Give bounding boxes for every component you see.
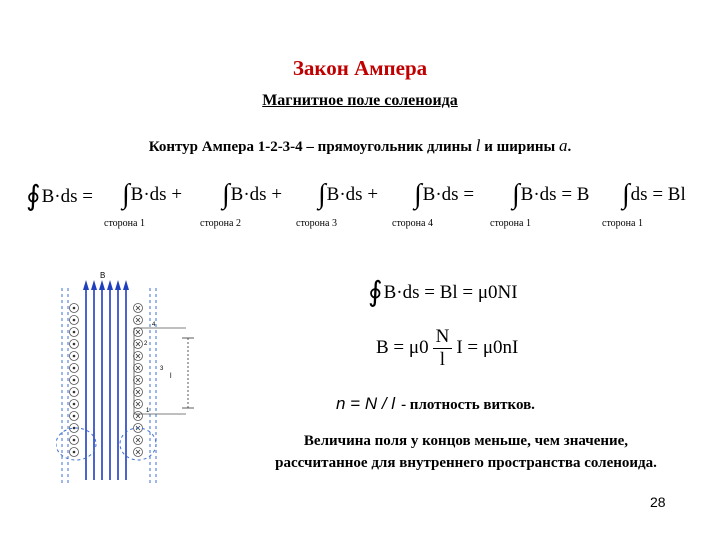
point-label-1: 1 bbox=[146, 408, 150, 414]
note-line-1: Величина поля у концов меньше, чем значение, bbox=[303, 433, 629, 449]
side-label-2: сторона 2 bbox=[200, 218, 241, 229]
side-label-3: сторона 3 bbox=[296, 218, 337, 229]
side-label-1: сторона 1 bbox=[104, 218, 145, 229]
eq-term-1: ∮B·ds = bbox=[26, 181, 93, 212]
contour-end: . bbox=[567, 139, 572, 155]
length-label: l bbox=[170, 373, 172, 380]
point-label-2: 2 bbox=[144, 341, 148, 347]
eq-term-5: ∫B·ds = bbox=[414, 179, 475, 210]
side-label-4: сторона 4 bbox=[392, 218, 433, 229]
eq-term-7: ∫ds = Bl bbox=[622, 179, 686, 210]
side-label-6: сторона 1 bbox=[602, 218, 643, 229]
eq-term-2: ∫B·ds + bbox=[122, 179, 183, 210]
eq-term-3: ∫B·ds + bbox=[222, 179, 283, 210]
field-arrowheads bbox=[83, 280, 129, 290]
page-number: 28 bbox=[650, 494, 666, 510]
outer-field-lines-right bbox=[150, 288, 156, 483]
density-text: - плотность витков. bbox=[401, 397, 535, 413]
field-label: B bbox=[100, 271, 106, 280]
frac-denominator: l bbox=[439, 349, 446, 370]
side-label-5: сторона 1 bbox=[490, 218, 531, 229]
eq-circulation: ∮B·ds = Bl = μ0NI bbox=[368, 277, 518, 308]
contour-text: Контур Ампера 1-2-3-4 – прямоугольник длины bbox=[148, 139, 472, 155]
eq-term-4: ∫B·ds + bbox=[318, 179, 379, 210]
solenoid-diagram bbox=[56, 268, 216, 488]
contour-description bbox=[0, 136, 720, 156]
contour-length-var: l bbox=[475, 136, 481, 155]
outer-field-lines-left bbox=[62, 288, 68, 483]
slide-subtitle: Магнитное поле соленоида bbox=[262, 92, 458, 109]
point-label-3: 3 bbox=[160, 366, 164, 372]
eq-field: B = μ0 $\frac{N}{l}$ I = μ0nI bbox=[376, 326, 519, 370]
frac-numerator: N bbox=[433, 326, 453, 349]
slide-title: Закон Ампера bbox=[292, 56, 428, 80]
contour-width-var: a bbox=[559, 136, 568, 155]
density-formula: n = N / l bbox=[336, 394, 396, 413]
eq-term-6: ∫B·ds = B bbox=[512, 179, 590, 210]
density-line bbox=[336, 394, 535, 414]
contour-and: и ширины bbox=[484, 139, 556, 155]
point-label-4: 4 bbox=[152, 322, 156, 328]
edge-field-note bbox=[216, 430, 716, 474]
length-dimension bbox=[182, 338, 194, 408]
field-lines bbox=[86, 284, 126, 480]
note-line-2: рассчитанное для внутреннего пространства соленоида. bbox=[275, 455, 657, 471]
